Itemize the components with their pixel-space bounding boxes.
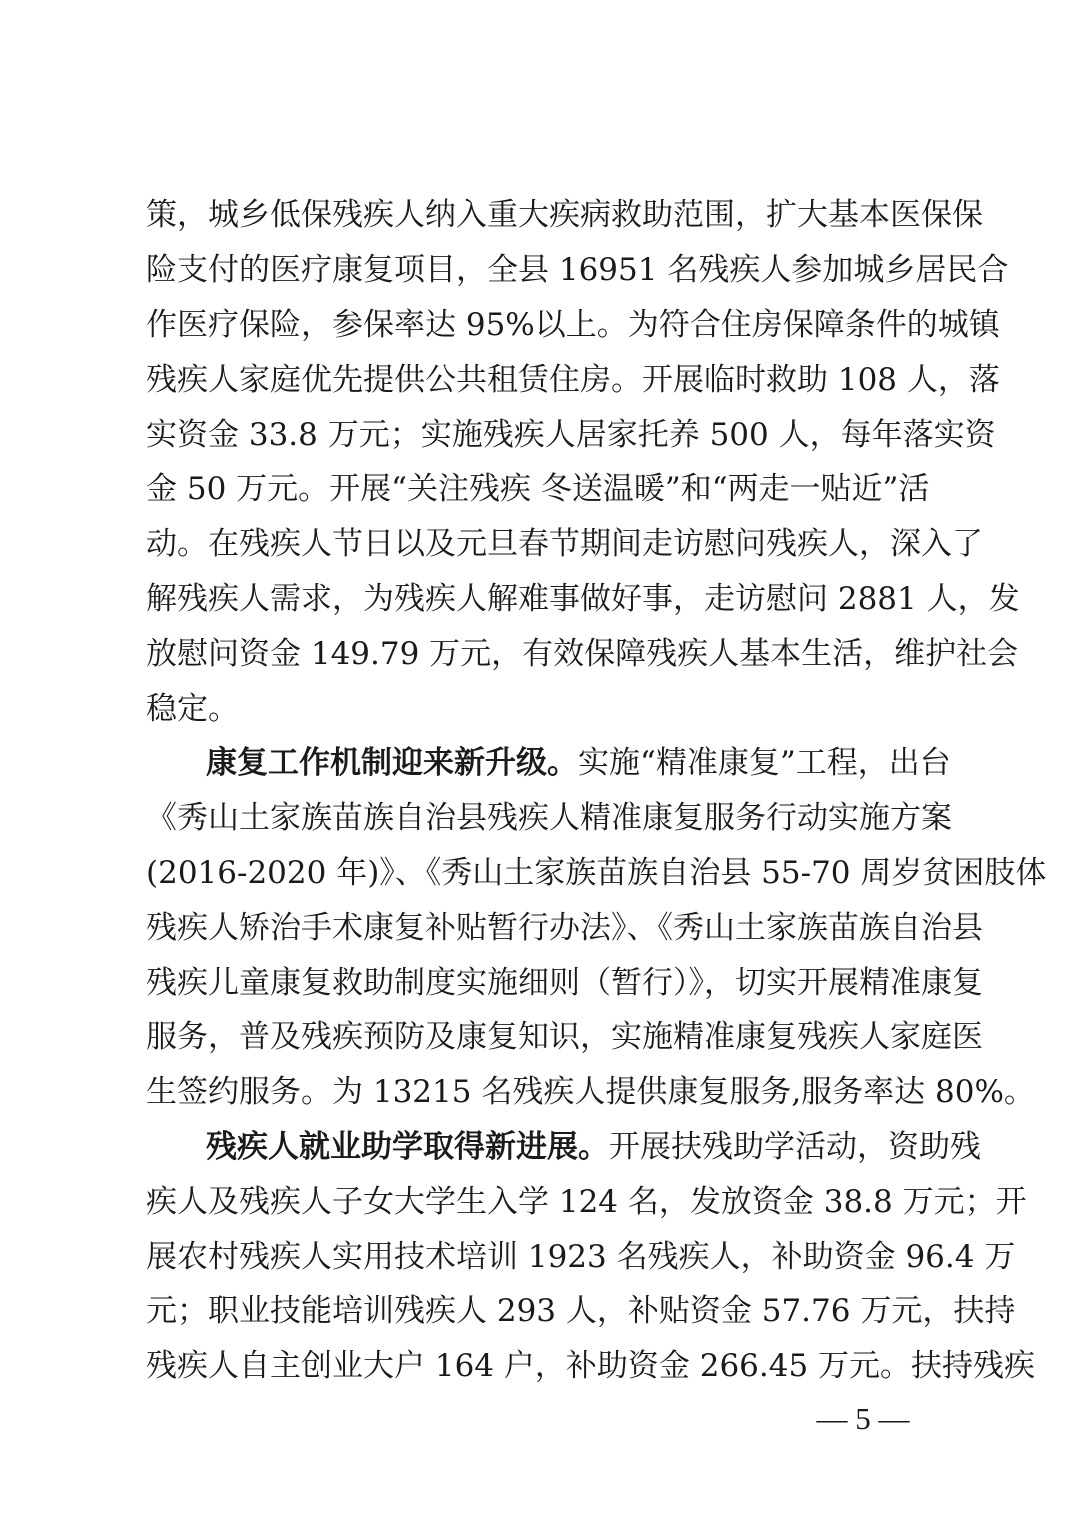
page-number: — 5 — <box>816 1401 910 1436</box>
paragraph-3-line-1 <box>206 1127 981 1167</box>
section-heading-employment: 残疾人就业助学取得新进展。 <box>206 1129 609 1165</box>
paragraph-1-line-10: 稳定。 <box>146 691 239 727</box>
paragraph-3-line-2: 疾人及残疾人子女大学生入学 124 名，发放资金 38.8 万元；开 <box>146 1184 1027 1220</box>
paragraph-2-line-1 <box>206 743 951 783</box>
section-heading-rehabilitation: 康复工作机制迎来新升级。 <box>206 745 578 781</box>
paragraph-1-line-8: 解残疾人需求，为残疾人解难事做好事，走访慰问 2881 人，发 <box>146 581 1020 617</box>
paragraph-2-line-4: 残疾人矫治手术康复补贴暂行办法》、《秀山土家族苗族自治县 <box>146 910 983 946</box>
paragraph-2-line-1-text: 实施“精准康复”工程，出台 <box>578 745 951 781</box>
paragraph-2-line-5: 残疾儿童康复救助制度实施细则（暂行）》，切实开展精准康复 <box>146 965 983 1001</box>
paragraph-1-line-3: 作医疗保险，参保率达 95%以上。为符合住房保障条件的城镇 <box>146 307 1000 343</box>
paragraph-1-line-1: 策，城乡低保残疾人纳入重大疾病救助范围，扩大基本医保保 <box>146 197 983 233</box>
paragraph-2-line-6: 服务，普及残疾预防及康复知识，实施精准康复残疾人家庭医 <box>146 1019 983 1055</box>
paragraph-1-line-4: 残疾人家庭优先提供公共租赁住房。开展临时救助 108 人，落 <box>146 362 1000 398</box>
paragraph-2-line-3: (2016-2020 年)》、《秀山土家族苗族自治县 55-70 周岁贫困肢体 <box>146 855 1047 891</box>
paragraph-1-line-2: 险支付的医疗康复项目，全县 16951 名残疾人参加城乡居民合 <box>146 252 1009 288</box>
paragraph-1-line-9: 放慰问资金 149.79 万元，有效保障残疾人基本生活，维护社会 <box>146 636 1019 672</box>
paragraph-1-line-5: 实资金 33.8 万元；实施残疾人居家托养 500 人，每年落实资 <box>146 417 996 453</box>
paragraph-3-line-5: 残疾人自主创业大户 164 户，补助资金 266.45 万元。扶持残疾 <box>146 1348 1036 1384</box>
paragraph-2-line-2: 《秀山土家族苗族自治县残疾人精准康复服务行动实施方案 <box>146 800 952 836</box>
paragraph-1-line-7: 动。在残疾人节日以及元旦春节期间走访慰问残疾人，深入了 <box>146 526 983 562</box>
paragraph-3-line-1-text: 开展扶残助学活动，资助残 <box>609 1129 981 1165</box>
paragraph-1-line-6: 金 50 万元。开展“关注残疾 冬送温暖”和“两走一贴近”活 <box>146 471 930 507</box>
paragraph-3-line-3: 展农村残疾人实用技术培训 1923 名残疾人，补助资金 96.4 万 <box>146 1239 1016 1275</box>
paragraph-3-line-4: 元；职业技能培训残疾人 293 人，补贴资金 57.76 万元，扶持 <box>146 1293 1016 1329</box>
paragraph-2-line-7: 生签约服务。为 13215 名残疾人提供康复服务,服务率达 80%。 <box>146 1074 1035 1110</box>
